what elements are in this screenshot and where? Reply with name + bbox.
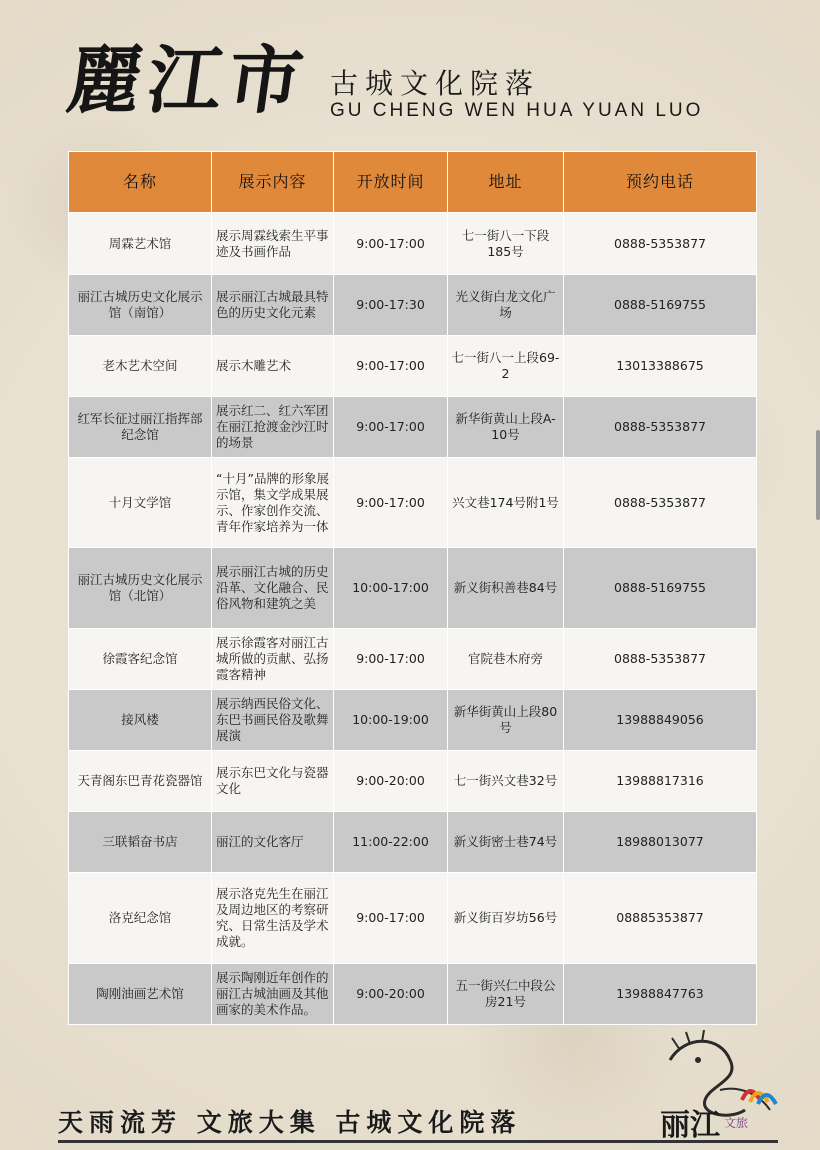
logo-text: 丽江: [660, 1108, 720, 1143]
venue-content: 展示木雕艺术: [212, 336, 334, 397]
venue-hours: 9:00-17:00: [334, 397, 448, 458]
column-header-phone: 预约电话: [564, 152, 757, 213]
venue-content: 展示丽江古城最具特色的历史文化元素: [212, 275, 334, 336]
logo-small-text: 文旅: [724, 1116, 749, 1130]
venue-hours: 9:00-17:00: [334, 213, 448, 275]
venue-address: 七一街兴文巷32号: [448, 751, 564, 812]
table-row: [69, 336, 757, 397]
venue-hours: 11:00-22:00: [334, 812, 448, 873]
venue-name: 红军长征过丽江指挥部纪念馆: [69, 397, 212, 458]
column-header-content: 展示内容: [212, 152, 334, 213]
venue-address: 官院巷木府旁: [448, 629, 564, 690]
venue-address: 新义街积善巷84号: [448, 548, 564, 629]
venue-hours: 10:00-19:00: [334, 690, 448, 751]
table-row: [69, 690, 757, 751]
venue-phone: 13988847763: [564, 964, 757, 1025]
table-row: [69, 458, 757, 548]
venue-content: 展示周霖线索生平事迹及书画作品: [212, 213, 334, 275]
page-subtitle: 古城文化院落: [330, 67, 541, 100]
venue-hours: 9:00-20:00: [334, 751, 448, 812]
venue-phone: 13013388675: [564, 336, 757, 397]
table-row: [69, 751, 757, 812]
venue-hours: 9:00-17:00: [334, 458, 448, 548]
venue-address: 光义街白龙文化广场: [448, 275, 564, 336]
table-row: [69, 275, 757, 336]
venue-name: 接风楼: [69, 690, 212, 751]
venue-phone: 0888-5353877: [564, 629, 757, 690]
venue-phone: 08885353877: [564, 873, 757, 964]
venue-phone: 0888-5169755: [564, 275, 757, 336]
venue-name: 三联韬奋书店: [69, 812, 212, 873]
venue-content: 展示红二、红六军团在丽江抢渡金沙江时的场景: [212, 397, 334, 458]
venue-table: [68, 151, 757, 1025]
table-row: [69, 964, 757, 1025]
venue-phone: 0888-5169755: [564, 548, 757, 629]
venue-address: 七一街八一下段185号: [448, 213, 564, 275]
venue-phone: 18988013077: [564, 812, 757, 873]
venue-address: 新华街黄山上段A-10号: [448, 397, 564, 458]
column-header-name: 名称: [69, 152, 212, 213]
venue-content: 展示洛克先生在丽江及周边地区的考察研究、日常生活及学术成就。: [212, 873, 334, 964]
page-header: [61, 38, 748, 140]
venue-content: 展示纳西民俗文化、东巴书画民俗及歌舞展演: [212, 690, 334, 751]
venue-name: 老木艺术空间: [69, 336, 212, 397]
table-row: [69, 213, 757, 275]
venue-name: 十月文学馆: [69, 458, 212, 548]
venue-name: 丽江古城历史文化展示馆（南馆）: [69, 275, 212, 336]
venue-address: 兴文巷174号附1号: [448, 458, 564, 548]
venue-address: 新义街密士巷74号: [448, 812, 564, 873]
venue-phone: 0888-5353877: [564, 458, 757, 548]
venue-content: 展示徐霞客对丽江古城所做的贡献、弘扬霞客精神: [212, 629, 334, 690]
venue-name: 洛克纪念馆: [69, 873, 212, 964]
table-row: [69, 629, 757, 690]
venue-hours: 9:00-20:00: [334, 964, 448, 1025]
venue-name: 徐霞客纪念馆: [69, 629, 212, 690]
table-row: [69, 548, 757, 629]
scrollbar[interactable]: [816, 430, 820, 520]
table-row: [69, 812, 757, 873]
venue-content: 展示陶刚近年创作的丽江古城油画及其他画家的美术作品。: [212, 964, 334, 1025]
venue-content: “十月”品牌的形象展示馆，集文学成果展示、作家创作交流、青年作家培养为一体: [212, 458, 334, 548]
venue-hours: 9:00-17:00: [334, 873, 448, 964]
venue-name: 周霖艺术馆: [69, 213, 212, 275]
venue-address: 新义街百岁坊56号: [448, 873, 564, 964]
footer-slogan: 天雨流芳 文旅大集 古城文化院落: [58, 1108, 522, 1137]
venue-address: 五一街兴仁中段公房21号: [448, 964, 564, 1025]
venue-content: 展示丽江古城的历史沿革、文化融合、民俗风物和建筑之美: [212, 548, 334, 629]
venue-hours: 9:00-17:00: [334, 336, 448, 397]
venue-name: 天青阁东巴青花瓷器馆: [69, 751, 212, 812]
column-header-hours: 开放时间: [334, 152, 448, 213]
venue-hours: 9:00-17:30: [334, 275, 448, 336]
page-title: 麗江市: [61, 38, 315, 124]
page-subtitle-pinyin: GU CHENG WEN HUA YUAN LUO: [330, 100, 704, 121]
table-row: [69, 397, 757, 458]
venue-name: 陶刚油画艺术馆: [69, 964, 212, 1025]
venue-phone: 13988849056: [564, 690, 757, 751]
venue-content: 展示东巴文化与瓷器文化: [212, 751, 334, 812]
venue-phone: 0888-5353877: [564, 397, 757, 458]
table-row: [69, 873, 757, 964]
venue-hours: 10:00-17:00: [334, 548, 448, 629]
venue-phone: 0888-5353877: [564, 213, 757, 275]
venue-content: 丽江的文化客厅: [212, 812, 334, 873]
venue-phone: 13988817316: [564, 751, 757, 812]
venue-address: 七一街八一上段69-2: [448, 336, 564, 397]
column-header-address: 地址: [448, 152, 564, 213]
venue-hours: 9:00-17:00: [334, 629, 448, 690]
table-header-row: [69, 152, 757, 213]
venue-name: 丽江古城历史文化展示馆（北馆）: [69, 548, 212, 629]
venue-address: 新华街黄山上段80号: [448, 690, 564, 751]
